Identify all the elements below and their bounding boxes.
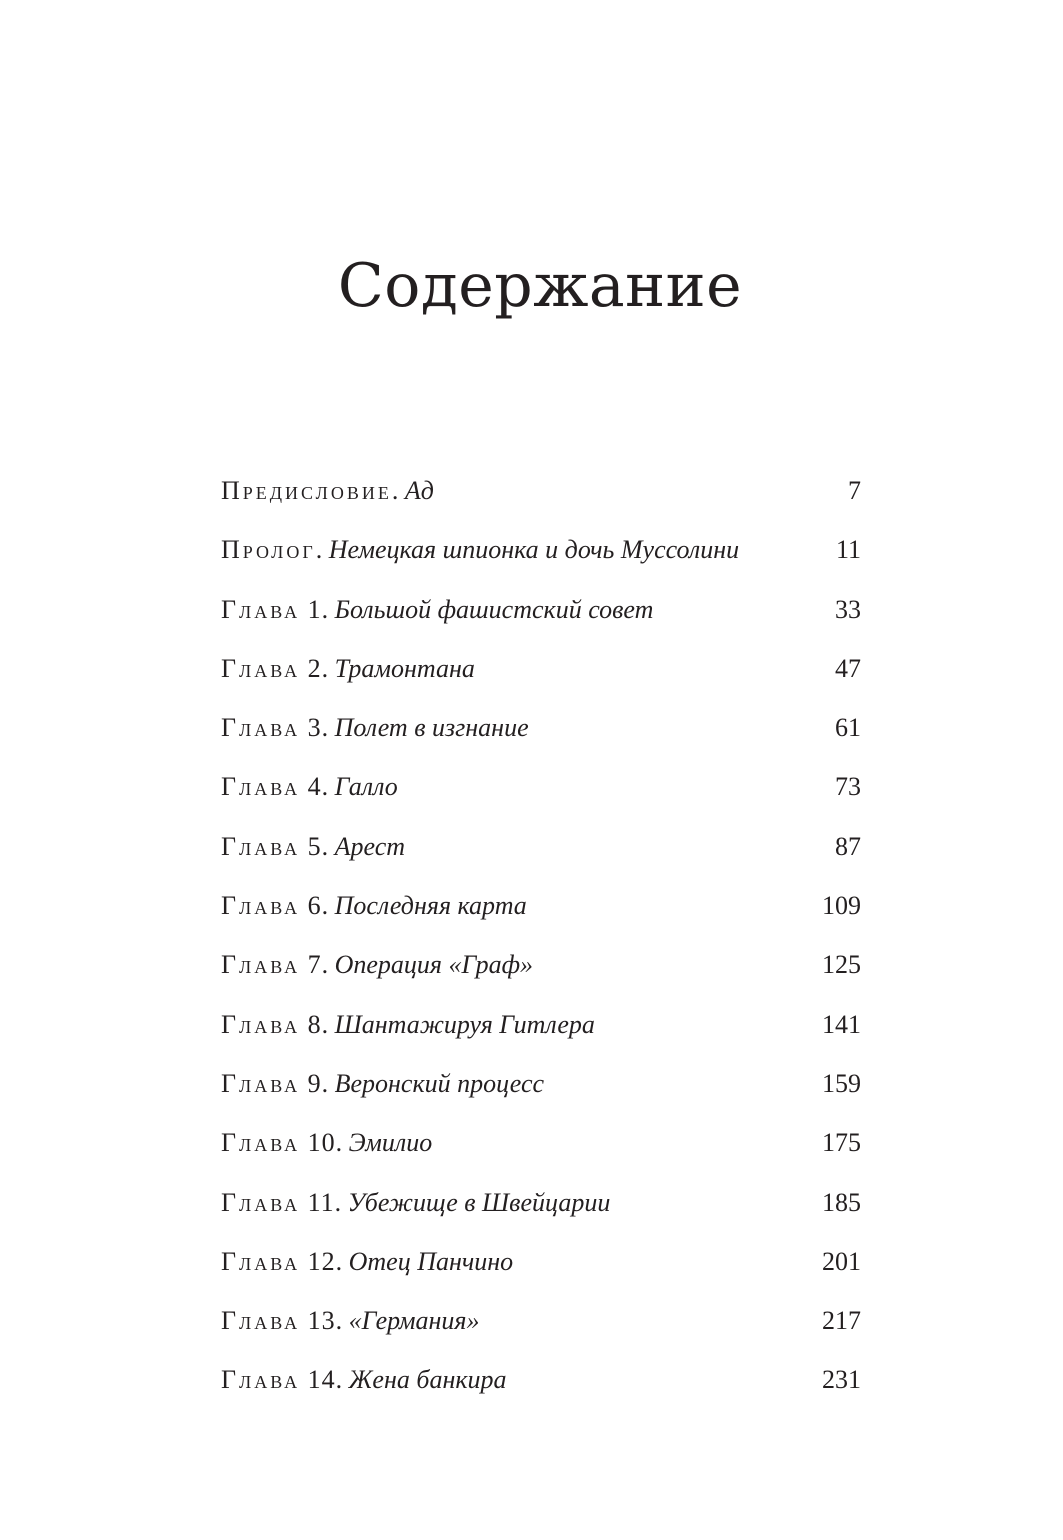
toc-entry[interactable] xyxy=(221,1357,861,1416)
toc-entry-page: 175 xyxy=(822,1128,861,1158)
toc-entry-page: 7 xyxy=(848,476,861,505)
toc-entry-number: 1 xyxy=(300,594,322,624)
toc-entry-title: Отец Панчино xyxy=(348,1246,514,1276)
toc-entry-label xyxy=(221,587,653,633)
toc-entry-page: 11 xyxy=(835,535,861,565)
toc-entry-kind: Глава xyxy=(221,594,301,624)
toc-entry-kind: Глава xyxy=(221,1009,301,1039)
toc-entry[interactable] xyxy=(221,1061,861,1120)
toc-entry-title: Последняя карта xyxy=(334,891,527,921)
toc-entry-title: Веронский процесс xyxy=(334,1068,545,1098)
toc-entry-kind: Глава xyxy=(221,1246,301,1276)
toc-entry-number: 2 xyxy=(300,653,322,683)
toc-entry-label xyxy=(221,527,739,573)
toc-entry-separator: . xyxy=(391,476,405,505)
toc-entry-number: 6 xyxy=(300,891,322,921)
toc-entry-kind: Глава xyxy=(221,653,301,683)
toc-entry-label xyxy=(221,883,527,929)
toc-entry-number: 10 xyxy=(300,1128,336,1158)
toc-entry-label xyxy=(221,1002,595,1048)
toc-entry[interactable] xyxy=(221,1298,861,1357)
toc-entry-number: 8 xyxy=(300,1009,322,1039)
toc-entry-page: 73 xyxy=(835,772,861,802)
toc-entry-title: Немецкая шпионка и дочь Муссолини xyxy=(328,535,740,565)
toc-entry-separator: . xyxy=(321,891,335,921)
toc-entry-number: 14 xyxy=(300,1365,336,1395)
toc-entry-kind: Глава xyxy=(221,950,301,980)
toc-entry[interactable] xyxy=(221,1002,861,1061)
toc-entry-number: 7 xyxy=(300,950,322,980)
toc-entry-label xyxy=(221,1298,479,1344)
toc-entry-kind: Глава xyxy=(221,1306,301,1336)
toc-entry-separator: . xyxy=(321,653,335,683)
page-title: Содержание xyxy=(337,251,743,321)
toc-entry-label xyxy=(221,1357,507,1403)
toc-entry-kind: Глава xyxy=(221,1068,301,1098)
toc-entry-kind: Глава xyxy=(221,1187,301,1217)
toc-entry-separator: . xyxy=(321,831,335,861)
table-of-contents xyxy=(221,468,861,1417)
toc-entry-page: 231 xyxy=(822,1365,861,1395)
toc-entry[interactable] xyxy=(221,1120,861,1179)
toc-entry-page: 61 xyxy=(835,713,861,743)
toc-entry-page: 87 xyxy=(835,831,861,861)
toc-entry-kind: Пролог xyxy=(221,535,316,565)
toc-entry-title: Арест xyxy=(334,831,406,861)
toc-entry-separator: . xyxy=(335,1128,349,1158)
toc-entry-kind: Глава xyxy=(221,772,301,802)
toc-entry-label xyxy=(221,468,434,514)
toc-entry[interactable] xyxy=(221,942,861,1001)
toc-entry-kind: Глава xyxy=(221,1365,301,1395)
toc-entry-separator: . xyxy=(335,1306,349,1336)
toc-entry-separator: . xyxy=(335,1246,349,1276)
toc-entry-number: 11 xyxy=(300,1187,335,1217)
toc-entry-label xyxy=(221,824,405,870)
toc-entry-separator: . xyxy=(321,1009,335,1039)
toc-entry-label xyxy=(221,646,475,692)
toc-entry-label xyxy=(221,705,529,751)
toc-entry-page: 125 xyxy=(822,950,861,980)
toc-entry-page: 33 xyxy=(835,594,861,624)
toc-entry[interactable] xyxy=(221,587,861,646)
toc-entry-title: «Германия» xyxy=(348,1306,480,1336)
toc-entry-page: 185 xyxy=(822,1187,861,1217)
toc-entry-title: Галло xyxy=(334,772,398,802)
toc-entry-title: Трамонтана xyxy=(334,653,475,683)
toc-entry-page: 201 xyxy=(822,1246,861,1276)
toc-entry-kind: Глава xyxy=(221,891,301,921)
toc-entry[interactable] xyxy=(221,1239,861,1298)
toc-entry-kind: Глава xyxy=(221,713,301,743)
toc-entry-separator: . xyxy=(321,772,335,802)
toc-entry-title: Большой фашистский совет xyxy=(334,594,654,624)
toc-entry-number: 3 xyxy=(300,713,322,743)
toc-entry-title: Операция «Граф» xyxy=(334,950,534,980)
toc-entry-label xyxy=(221,764,398,810)
toc-entry-page: 47 xyxy=(835,653,861,683)
toc-entry-label xyxy=(221,1061,544,1107)
toc-entry[interactable] xyxy=(221,764,861,823)
toc-entry-title: Убежище в Швейцарии xyxy=(347,1187,611,1217)
toc-entry-separator: . xyxy=(315,535,329,565)
toc-entry-kind: Глава xyxy=(221,1128,301,1158)
toc-entry[interactable] xyxy=(221,824,861,883)
toc-entry-title: Шантажируя Гитлера xyxy=(334,1009,595,1039)
toc-entry-number: 13 xyxy=(300,1306,336,1336)
toc-entry-title: Жена банкира xyxy=(348,1365,507,1395)
toc-entry-title: Эмилио xyxy=(348,1128,433,1158)
toc-entry-page: 141 xyxy=(822,1009,861,1039)
toc-entry-number: 5 xyxy=(300,831,322,861)
toc-entry-label xyxy=(221,942,533,988)
toc-entry-label xyxy=(221,1120,432,1166)
toc-entry[interactable] xyxy=(221,646,861,705)
toc-entry-kind: Предисловие xyxy=(221,476,392,505)
toc-entry[interactable] xyxy=(221,705,861,764)
toc-entry[interactable] xyxy=(221,527,861,586)
toc-entry-separator: . xyxy=(321,1068,335,1098)
toc-entry-separator: . xyxy=(335,1365,349,1395)
toc-entry-separator: . xyxy=(321,594,335,624)
toc-entry-label xyxy=(221,1180,610,1226)
toc-entry[interactable] xyxy=(221,883,861,942)
toc-entry-page: 109 xyxy=(822,891,861,921)
toc-entry-page: 159 xyxy=(822,1068,861,1098)
toc-entry-title: Полет в изгнание xyxy=(334,713,529,743)
toc-entry-number: 9 xyxy=(300,1068,322,1098)
toc-entry-separator: . xyxy=(321,713,335,743)
toc-entry[interactable] xyxy=(221,468,861,527)
toc-entry-separator: . xyxy=(334,1187,348,1217)
toc-entry-page: 217 xyxy=(822,1306,861,1336)
toc-entry-label xyxy=(221,1239,513,1285)
toc-entry-title: Ад xyxy=(404,476,434,505)
toc-entry-kind: Глава xyxy=(221,831,301,861)
toc-entry[interactable] xyxy=(221,1180,861,1239)
toc-entry-number: 4 xyxy=(300,772,322,802)
toc-entry-number: 12 xyxy=(300,1246,336,1276)
toc-entry-separator: . xyxy=(321,950,335,980)
